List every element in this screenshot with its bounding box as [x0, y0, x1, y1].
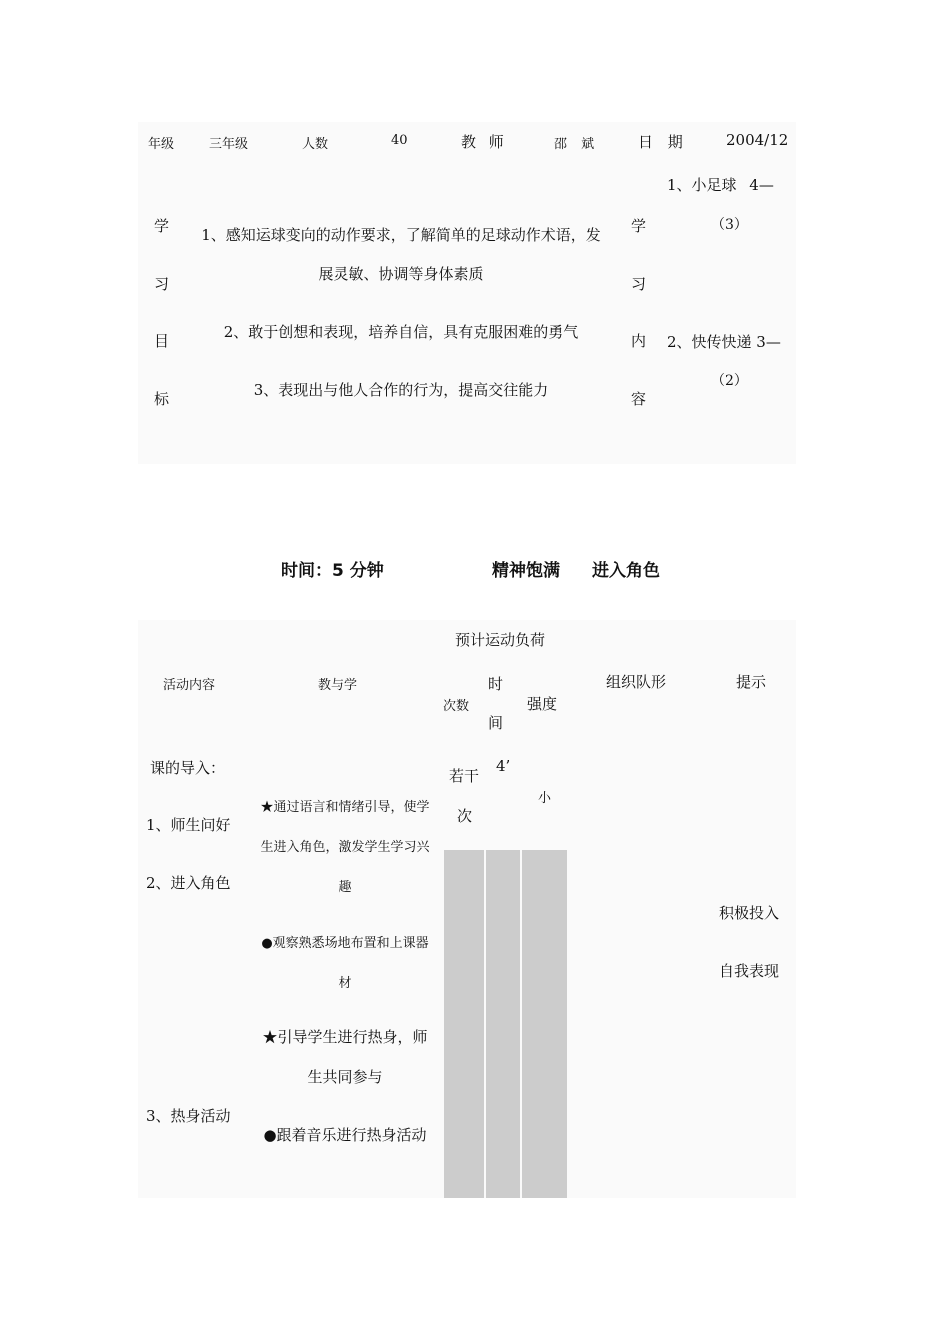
teacher-label: 教 师: [461, 133, 504, 151]
duration-column-shade: [486, 850, 520, 1198]
times-value-1: 若干: [449, 767, 480, 785]
tip-2: 自我表现: [719, 962, 780, 980]
goals-label-4: 标: [154, 390, 170, 408]
teacher-value: 邵 斌: [554, 137, 595, 152]
teach-line-5: 材: [338, 976, 352, 991]
duration-value: 4’: [496, 757, 511, 775]
header-duration-2: 间: [488, 714, 504, 732]
load-header: 预计运动负荷: [455, 631, 546, 649]
goals-label-1: 学: [154, 217, 170, 235]
teach-line-8: ●跟着音乐进行热身活动: [263, 1126, 427, 1144]
grade-value: 三年级: [209, 137, 249, 152]
count-value: 40: [391, 133, 408, 148]
times-value-2: 次: [457, 807, 473, 825]
goals-label-3: 目: [154, 332, 170, 350]
header-teach: 教与学: [318, 678, 358, 693]
content-greeting: 1、师生问好: [146, 816, 231, 834]
section-theme-1: 精神饱满: [492, 561, 560, 581]
goals-label-2: 习: [154, 275, 170, 293]
content-label-2: 习: [631, 275, 647, 293]
section-theme-2: 进入角色: [592, 561, 660, 581]
content-label-4: 容: [631, 390, 647, 408]
teach-line-1: ★通过语言和情绪引导，使学: [260, 800, 430, 815]
date-value: 2004/12: [726, 131, 789, 149]
date-label: 日 期: [638, 133, 683, 151]
teach-line-3: 趣: [338, 880, 352, 895]
header-intensity: 强度: [527, 695, 558, 713]
goal-line-4: 3、表现出与他人合作的行为，提高交往能力: [253, 381, 549, 399]
goal-line-3: 2、敢于创想和表现，培养自信，具有克服困难的勇气: [223, 323, 579, 341]
content-item-2: 2、快传快递 3—: [667, 333, 781, 351]
content-label-3: 内: [631, 332, 647, 350]
teach-line-2: 生进入角色，激发学生学习兴: [260, 840, 430, 855]
header-formation: 组织队形: [606, 673, 667, 691]
content-label-1: 学: [631, 217, 647, 235]
grade-label: 年级: [148, 137, 175, 152]
tip-1: 积极投入: [719, 904, 780, 922]
teach-line-6: ★引导学生进行热身，师: [262, 1028, 428, 1046]
teach-line-7: 生共同参与: [307, 1068, 383, 1086]
intensity-value: 小: [538, 791, 552, 806]
content-role: 2、进入角色: [146, 874, 231, 892]
content-warmup: 3、热身活动: [146, 1107, 231, 1125]
times-column-shade: [444, 850, 484, 1198]
content-item-1-sub: （3）: [711, 217, 748, 233]
intensity-column-shade: [522, 850, 567, 1198]
goal-line-2: 展灵敏、协调等身体素质: [318, 265, 484, 283]
content-intro: 课的导入：: [150, 759, 226, 777]
teach-line-4: ●观察熟悉场地布置和上课器: [261, 936, 429, 951]
count-label: 人数: [302, 137, 329, 152]
content-item-2-sub: （2）: [711, 373, 748, 389]
header-tips: 提示: [736, 673, 767, 691]
goal-line-1: 1、感知运球变向的动作要求，了解简单的足球动作术语，发: [201, 226, 601, 244]
header-duration-1: 时: [488, 675, 504, 693]
section-time: 时间：5 分钟: [281, 561, 384, 581]
header-content: 活动内容: [163, 678, 216, 693]
header-times: 次数: [443, 699, 470, 714]
content-item-1: 1、小足球 4—: [667, 176, 774, 194]
